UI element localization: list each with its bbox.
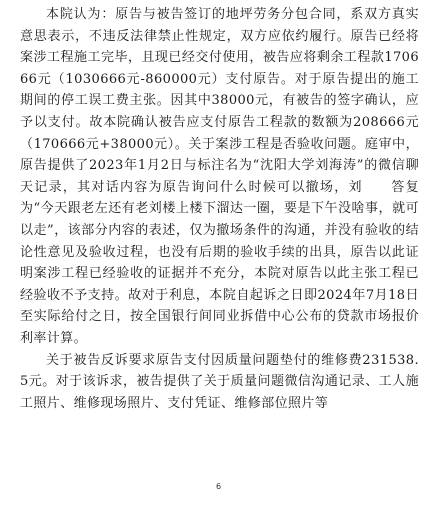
- paragraph-court-opinion: 本院认为：原告与被告签订的地坪劳务分包合同，系双方真实意思表示，不违反法律禁止性规定，双方应依约履行。原告已经将案涉工程施工完毕，且现已经交付使用，被告应将剩余工程款170666元（1030666元-860000元）支付原告。对于原告提出的施工期间的停工误工费主张。因其中38000元，有被告的签字确认，应予以支付。故本院确认被告应支付原告工程款的数额为208666元（170666元+38000元）。关于案涉工程是否验收问题。庭审中，原告提供了2023年1月2日与标注名为“沈阳大学刘海涛”的微信聊天记录，其对话内容为原告询问什么时候可以撤场，刘 答复为“今天跟老左还有老刘楼上楼下溜达一圈，要是下午没啥事，就可以走”，该部分内容的表述，仅为撤场条件的沟通，并没有验收的结论性意见及验收过程，也没有后期的验收手续的出具，原告以此证明案涉工程已经验收的证据并不充分，本院对原告以此主张工程已经验收不予支持。故对于利息，本院自起诉之日即2024年7月18日至实际给付之日，按全国银行间同业拆借中心公布的贷款市场报价利率计算。: [20, 7, 419, 346]
- page-number: 6: [215, 482, 222, 491]
- document-body: [20, 4, 419, 414]
- paragraph-counterclaim: 关于被告反诉要求原告支付因质量问题垫付的维修费231538.5元。对于该诉求，被告提供了关于质量问题微信沟通记录、工人施工照片、维修现场照片、支付凭证、维修部位照片等: [20, 352, 419, 411]
